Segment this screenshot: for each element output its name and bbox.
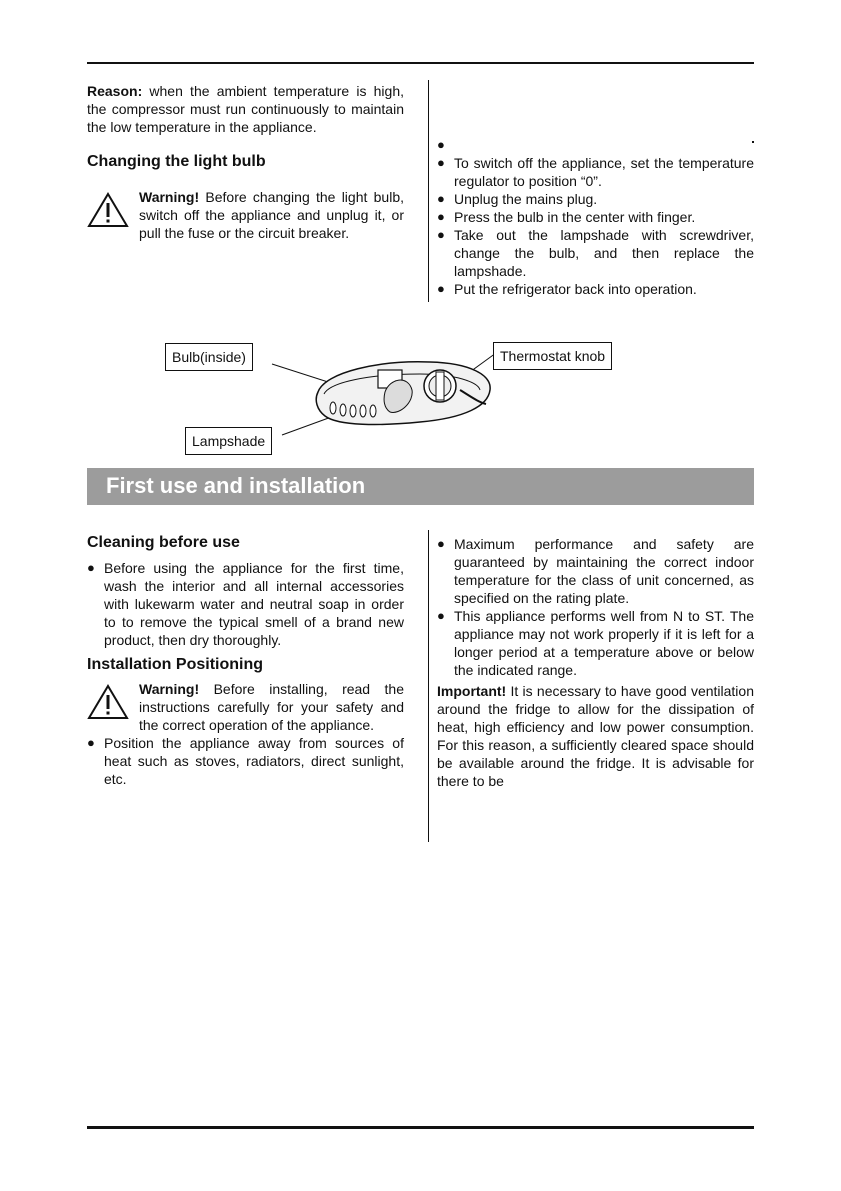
stray-mark <box>752 141 754 143</box>
thermostat-callout: Thermostat knob <box>493 342 612 370</box>
reason-text: when the ambient temperature is high, the compressor must run continuously to maintain the low temperature in the appliance. <box>87 83 404 135</box>
cleaning-list <box>87 559 404 649</box>
important-paragraph <box>437 682 754 790</box>
bulb-heading: Changing the light bulb <box>87 153 266 170</box>
bottom-left-column <box>87 533 404 788</box>
reason-paragraph <box>87 82 404 136</box>
bulb-step-item: ● Take out the lampshade with screwdriver, change the bulb, and then replace the lampshade. <box>437 226 754 280</box>
performance-item: ● Maximum performance and safety are guaranteed by maintaining the correct indoor temperature for the class of unit concerned, as specified on the rating plate. <box>437 535 754 607</box>
header-rule <box>87 62 754 64</box>
bulb-steps-list <box>437 136 754 298</box>
column-divider-top <box>428 80 429 302</box>
install-warning-label: Warning! <box>139 681 200 697</box>
section-title-bar <box>87 468 754 505</box>
column-divider-bottom <box>428 530 429 842</box>
bulb-step-item: ● Press the bulb in the center with finger. <box>437 208 754 226</box>
install-list <box>87 734 404 788</box>
bulb-step-item: ● To switch off the appliance, set the temperature regulator to position “0”. <box>437 154 754 190</box>
footer-rule <box>87 1126 754 1129</box>
section-title: First use and installation <box>106 473 366 498</box>
bulb-step-item: ● Unplug the mains plug. <box>437 190 754 208</box>
warning-triangle-icon <box>87 684 129 720</box>
top-left-column <box>87 82 404 242</box>
bulb-step-item: ● Put the refrigerator back into operation. <box>437 280 754 298</box>
install-item: ● Position the appliance away from sources of heat such as stoves, radiators, direct sunlight, etc. <box>87 734 404 788</box>
bulb-diagram <box>0 330 841 460</box>
performance-list <box>437 535 754 679</box>
install-warning-text: Before installing, read the instructions carefully for your safety and the correct operation of the appliance. <box>139 681 404 733</box>
performance-item: ● This appliance performs well from N to ST. The appliance may not work properly if it is left for a longer period at a temperature above or below the indicated range. <box>437 607 754 679</box>
install-warning <box>87 680 404 734</box>
bulb-warning <box>87 188 404 242</box>
bulb-step-item <box>437 136 754 154</box>
important-text: It is necessary to have good ventilation around the fridge to allow for the dissipation of heat, high efficiency and low power consumption. For this reason, a sufficiently cleared space should be available around the fridge. It is advisable for there to be <box>437 683 754 789</box>
top-right-column <box>437 136 754 298</box>
reason-label: Reason: <box>87 83 143 99</box>
bulb-warning-label: Warning! <box>139 189 200 205</box>
bulb-warning-text: Before changing the light bulb, switch off the appliance and unplug it, or pull the fuse or the circuit breaker. <box>139 189 404 241</box>
cleaning-heading: Cleaning before use <box>87 534 240 551</box>
lamp-housing-drawing <box>0 330 841 460</box>
installation-heading: Installation Positioning <box>87 656 263 673</box>
important-label: Important! <box>437 683 507 699</box>
warning-triangle-icon <box>87 192 129 228</box>
bottom-right-column <box>437 535 754 790</box>
lampshade-callout: Lampshade <box>185 427 272 455</box>
bulb-callout: Bulb(inside) <box>165 343 253 371</box>
cleaning-item: ● Before using the appliance for the first time, wash the interior and all internal accessories with lukewarm water and neutral soap in order to to remove the typical smell of a brand new product, then dry thoroughly. <box>87 559 404 649</box>
